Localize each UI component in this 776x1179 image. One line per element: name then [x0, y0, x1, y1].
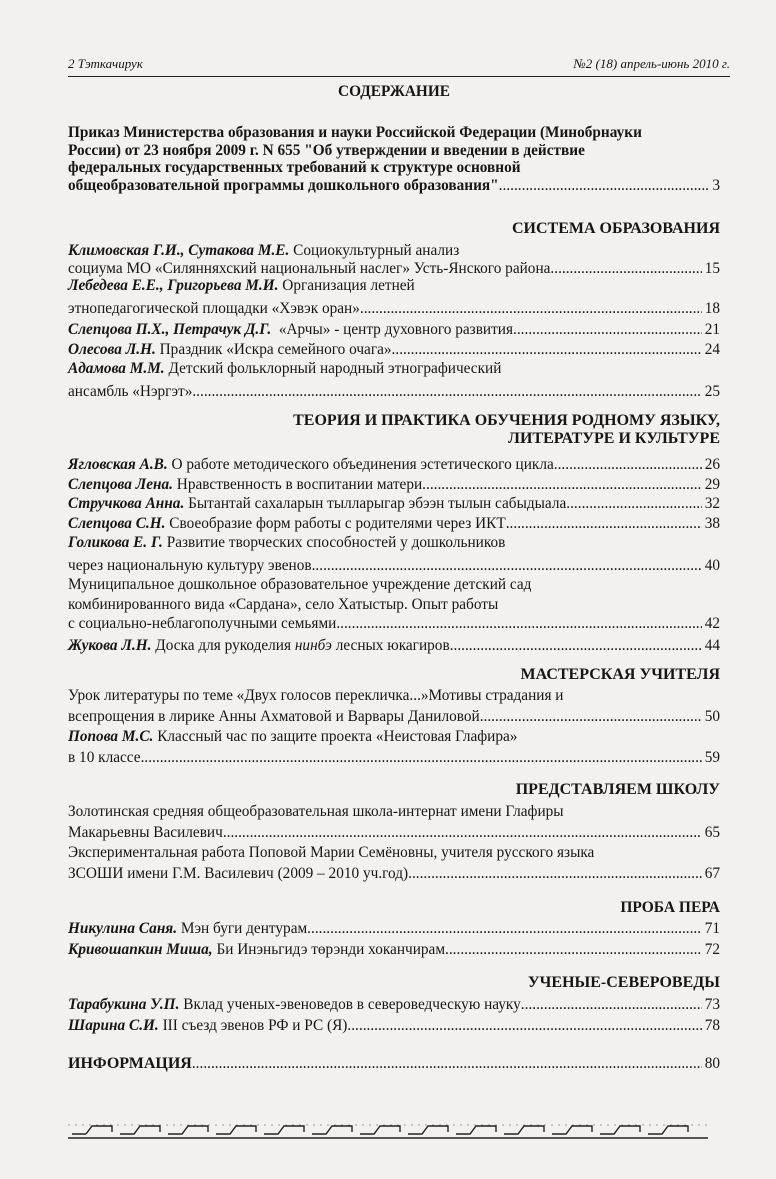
toc-entry: Экспериментальная работа Поповой Марии Семёновны, учителя русского языка	[68, 844, 595, 861]
entry-title-cont: лесных юкагиров	[335, 636, 450, 654]
entry-title: Вклад ученых-эвеноведов в североведческую науку	[183, 996, 521, 1013]
page-number: 26	[704, 456, 720, 473]
entry-title: Организация летней	[282, 277, 415, 294]
entry-title-cont: социума МО «Силянняхский национальный наслег» Усть-Янского района	[68, 259, 551, 277]
entry-author: Слепцова Лена.	[68, 475, 173, 493]
toc-entry	[68, 341, 720, 359]
leader-dots	[223, 824, 702, 842]
entry-title-cont: всепрощения в лирике Анны Ахматовой и Варвары Даниловой	[68, 707, 480, 725]
toc-entry	[68, 637, 720, 655]
entry-title: Нравственность в воспитании матери	[176, 475, 423, 493]
page-number: 71	[704, 920, 720, 937]
section-title-pen-test: ПРОБА ПЕРА	[620, 899, 720, 916]
entry-author: Адамова М.М.	[68, 360, 165, 377]
leader-dots	[566, 495, 701, 513]
section-title-line-2: ЛИТЕРАТУРЕ И КУЛЬТУРЕ	[508, 429, 720, 447]
leader-dots	[450, 637, 702, 655]
leader-dots	[445, 941, 702, 959]
page-number: 38	[704, 514, 720, 532]
toc-entry	[68, 920, 720, 938]
page-number: 32	[704, 495, 720, 512]
page-number: 18	[704, 299, 720, 317]
toc-entry	[68, 728, 720, 746]
leader-dots	[408, 865, 702, 883]
page-number: 73	[704, 996, 720, 1013]
entry-title-italic: нинбэ	[294, 636, 332, 654]
toc-entry	[68, 360, 720, 378]
entry-author: Климовская Г.И., Сутакова М.Е.	[68, 242, 290, 259]
entry-title: Праздник «Искра семейного очага»	[159, 340, 392, 358]
leader-dots	[422, 476, 702, 494]
toc-entry	[68, 996, 720, 1014]
toc-entry: Золотинская средняя общеобразовательная школа-интернат имени Глафиры	[68, 803, 564, 820]
section-title-teacher-workshop: МАСТЕРСКАЯ УЧИТЕЛЯ	[520, 666, 720, 683]
toc-entry	[68, 456, 720, 474]
page-number: 44	[704, 636, 720, 654]
entry-title-cont: Макарьевны Василевич	[68, 823, 223, 841]
toc-entry: Урок литературы по теме «Двух голосов перекличка...»Мотивы страдания и	[68, 687, 564, 704]
intro-line-2: России) от 23 ноября 2009 г. N 655 "Об утверждении и введении в действие	[68, 141, 585, 159]
page-number: 59	[704, 748, 720, 766]
leader-dots	[141, 749, 702, 767]
section-title-scholars: УЧЕНЫЕ-СЕВЕРОВЕДЫ	[527, 974, 720, 991]
entry-author: Кривошапкин Миша,	[68, 940, 213, 958]
page-number: 67	[704, 864, 720, 882]
entry-title: Своеобразие форм работы с родителями через ИКТ	[169, 514, 506, 532]
leader-dots	[336, 615, 701, 633]
toc-entry	[68, 495, 720, 513]
section-title-line-1: ТЕОРИЯ И ПРАКТИКА ОБУЧЕНИЯ РОДНОМУ ЯЗЫКУ,	[293, 412, 720, 429]
entry-title: О работе методического объединения эстетического цикла	[171, 456, 554, 473]
leader-dots	[554, 456, 702, 474]
entry-author: Тарабукина У.П.	[68, 996, 180, 1013]
page-number: 42	[704, 615, 720, 632]
ornament-border	[68, 1120, 708, 1142]
page-number: 50	[704, 707, 720, 725]
entry-author: Жукова Л.Н.	[68, 636, 152, 654]
entry-author: Стручкова Анна.	[68, 495, 185, 512]
entry-title: «Арчы» - центр духовного развития	[278, 321, 514, 338]
entry-author: Слепцова П.Х., Петрачук Д.Г.	[68, 321, 272, 338]
toc-entry	[68, 941, 720, 959]
toc-entry	[68, 242, 720, 260]
toc-entry	[68, 321, 720, 339]
intro-line-3: федеральных государственных требований к структуре основной	[68, 159, 521, 176]
page-number: 72	[704, 940, 720, 958]
page-number: 15	[704, 259, 720, 277]
section-title-education-system: СИСТЕМА ОБРАЗОВАНИЯ	[511, 220, 720, 237]
toc-entry	[68, 277, 720, 295]
entry-title-cont: ансамбль «Нэргэт»	[68, 382, 193, 400]
leader-dots	[392, 341, 702, 359]
section-title-school: ПРЕДСТАВЛЯЕМ ШКОЛУ	[515, 781, 720, 798]
page-number: 21	[704, 321, 720, 338]
entry-title-cont: в 10 классе	[68, 748, 141, 766]
page-number: 3	[712, 176, 720, 194]
entry-title-cont: комбинированного вида «Сардана», село Хатыстыр. Опыт работы	[68, 595, 499, 613]
entry-title: ИНФОРМАЦИЯ	[68, 1055, 192, 1072]
page-number: 78	[704, 1016, 720, 1034]
section-information	[68, 1055, 720, 1073]
toc-title: СОДЕРЖАНИЕ	[338, 83, 450, 100]
page-number: 24	[704, 340, 720, 358]
section-teacher-workshop	[68, 687, 720, 766]
leader-dots	[192, 1055, 702, 1073]
entry-title: Развитие творческих способностей у дошкольников	[166, 534, 506, 551]
page-number: 29	[704, 475, 720, 493]
entry-title: Доска для рукоделия	[155, 636, 292, 654]
entry-title: Би Инэньгидэ төрэнди хоканчирам	[216, 940, 446, 958]
section-education-system	[68, 242, 720, 400]
entry-title: Детский фольклорный народный этнографический	[168, 360, 502, 377]
leader-dots	[347, 1017, 701, 1035]
leader-dots	[521, 996, 702, 1014]
leader-dots	[506, 515, 702, 533]
entry-title: Социокультурный анализ	[293, 242, 460, 259]
leader-dots	[480, 708, 702, 726]
entry-title: III съезд эвенов РФ и РС (Я)	[162, 1016, 348, 1034]
entry-author: Олесова Л.Н.	[68, 340, 156, 358]
entry-author: Попова М.С.	[68, 728, 154, 745]
section-title-theory-practice	[68, 412, 720, 447]
entry-author: Слепцова С.Н.	[68, 514, 166, 532]
entry-title: Мэн буги дентурам	[180, 920, 308, 937]
section-school	[68, 803, 720, 882]
intro-line-1: Приказ Министерства образования и науки Российской Федерации (Минобрнауки	[68, 124, 642, 141]
page-number: 65	[704, 823, 720, 841]
entry-title: Бытантай сахаларын тылларыгар эбээн тылын сабыдыала	[188, 495, 567, 512]
leader-dots	[307, 920, 702, 938]
toc-entry	[68, 476, 720, 494]
page-number: 40	[704, 556, 720, 574]
toc-entry	[68, 1017, 720, 1035]
leader-dots	[360, 300, 702, 318]
intro-line-4: общеобразовательной программы дошкольного образования"	[68, 176, 499, 194]
entry-author: Голикова Е. Г.	[68, 534, 163, 551]
entry-title-cont: этнопедагогической площадки «Хэвэк оран»	[68, 299, 360, 317]
section-pen-test	[68, 920, 720, 958]
entry-author: Никулина Саня.	[68, 920, 178, 937]
header-issue-label: №2 (18) апрель-июнь 2010 г.	[573, 56, 730, 71]
toc-entry: Муниципальное дошкольное образовательное учреждение детский сад	[68, 576, 532, 593]
header-page-label: 2 Тэткачирук	[68, 56, 143, 71]
leader-dots	[513, 321, 702, 339]
leader-dots	[550, 260, 701, 278]
toc-entry	[68, 534, 720, 552]
leader-dots	[312, 557, 702, 575]
entry-author: Шарина С.И.	[68, 1016, 159, 1034]
page-number: 80	[704, 1055, 720, 1072]
entry-author: Ягловская А.В.	[68, 456, 168, 473]
toc-entry	[68, 515, 720, 533]
entry-author: Лебедева Е.Е., Григорьева М.И.	[68, 277, 279, 294]
page-number: 25	[704, 382, 720, 400]
toc-entry	[68, 1055, 720, 1073]
entry-title-cont: с социально-неблагополучными семьями	[68, 615, 337, 632]
entry-title-cont: ЗСОШИ имени Г.М. Василевич (2009 – 2010 уч.год)	[68, 864, 409, 882]
leader-dots	[499, 177, 710, 195]
intro-entry	[68, 124, 720, 194]
entry-title-cont: через национальную культуру эвенов	[68, 556, 312, 574]
section-scholars	[68, 996, 720, 1034]
header-rule	[68, 76, 730, 77]
entry-title: Классный час по защите проекта «Неистовая Глафира»	[157, 728, 518, 745]
leader-dots	[192, 383, 701, 401]
section-theory-practice	[68, 456, 720, 654]
